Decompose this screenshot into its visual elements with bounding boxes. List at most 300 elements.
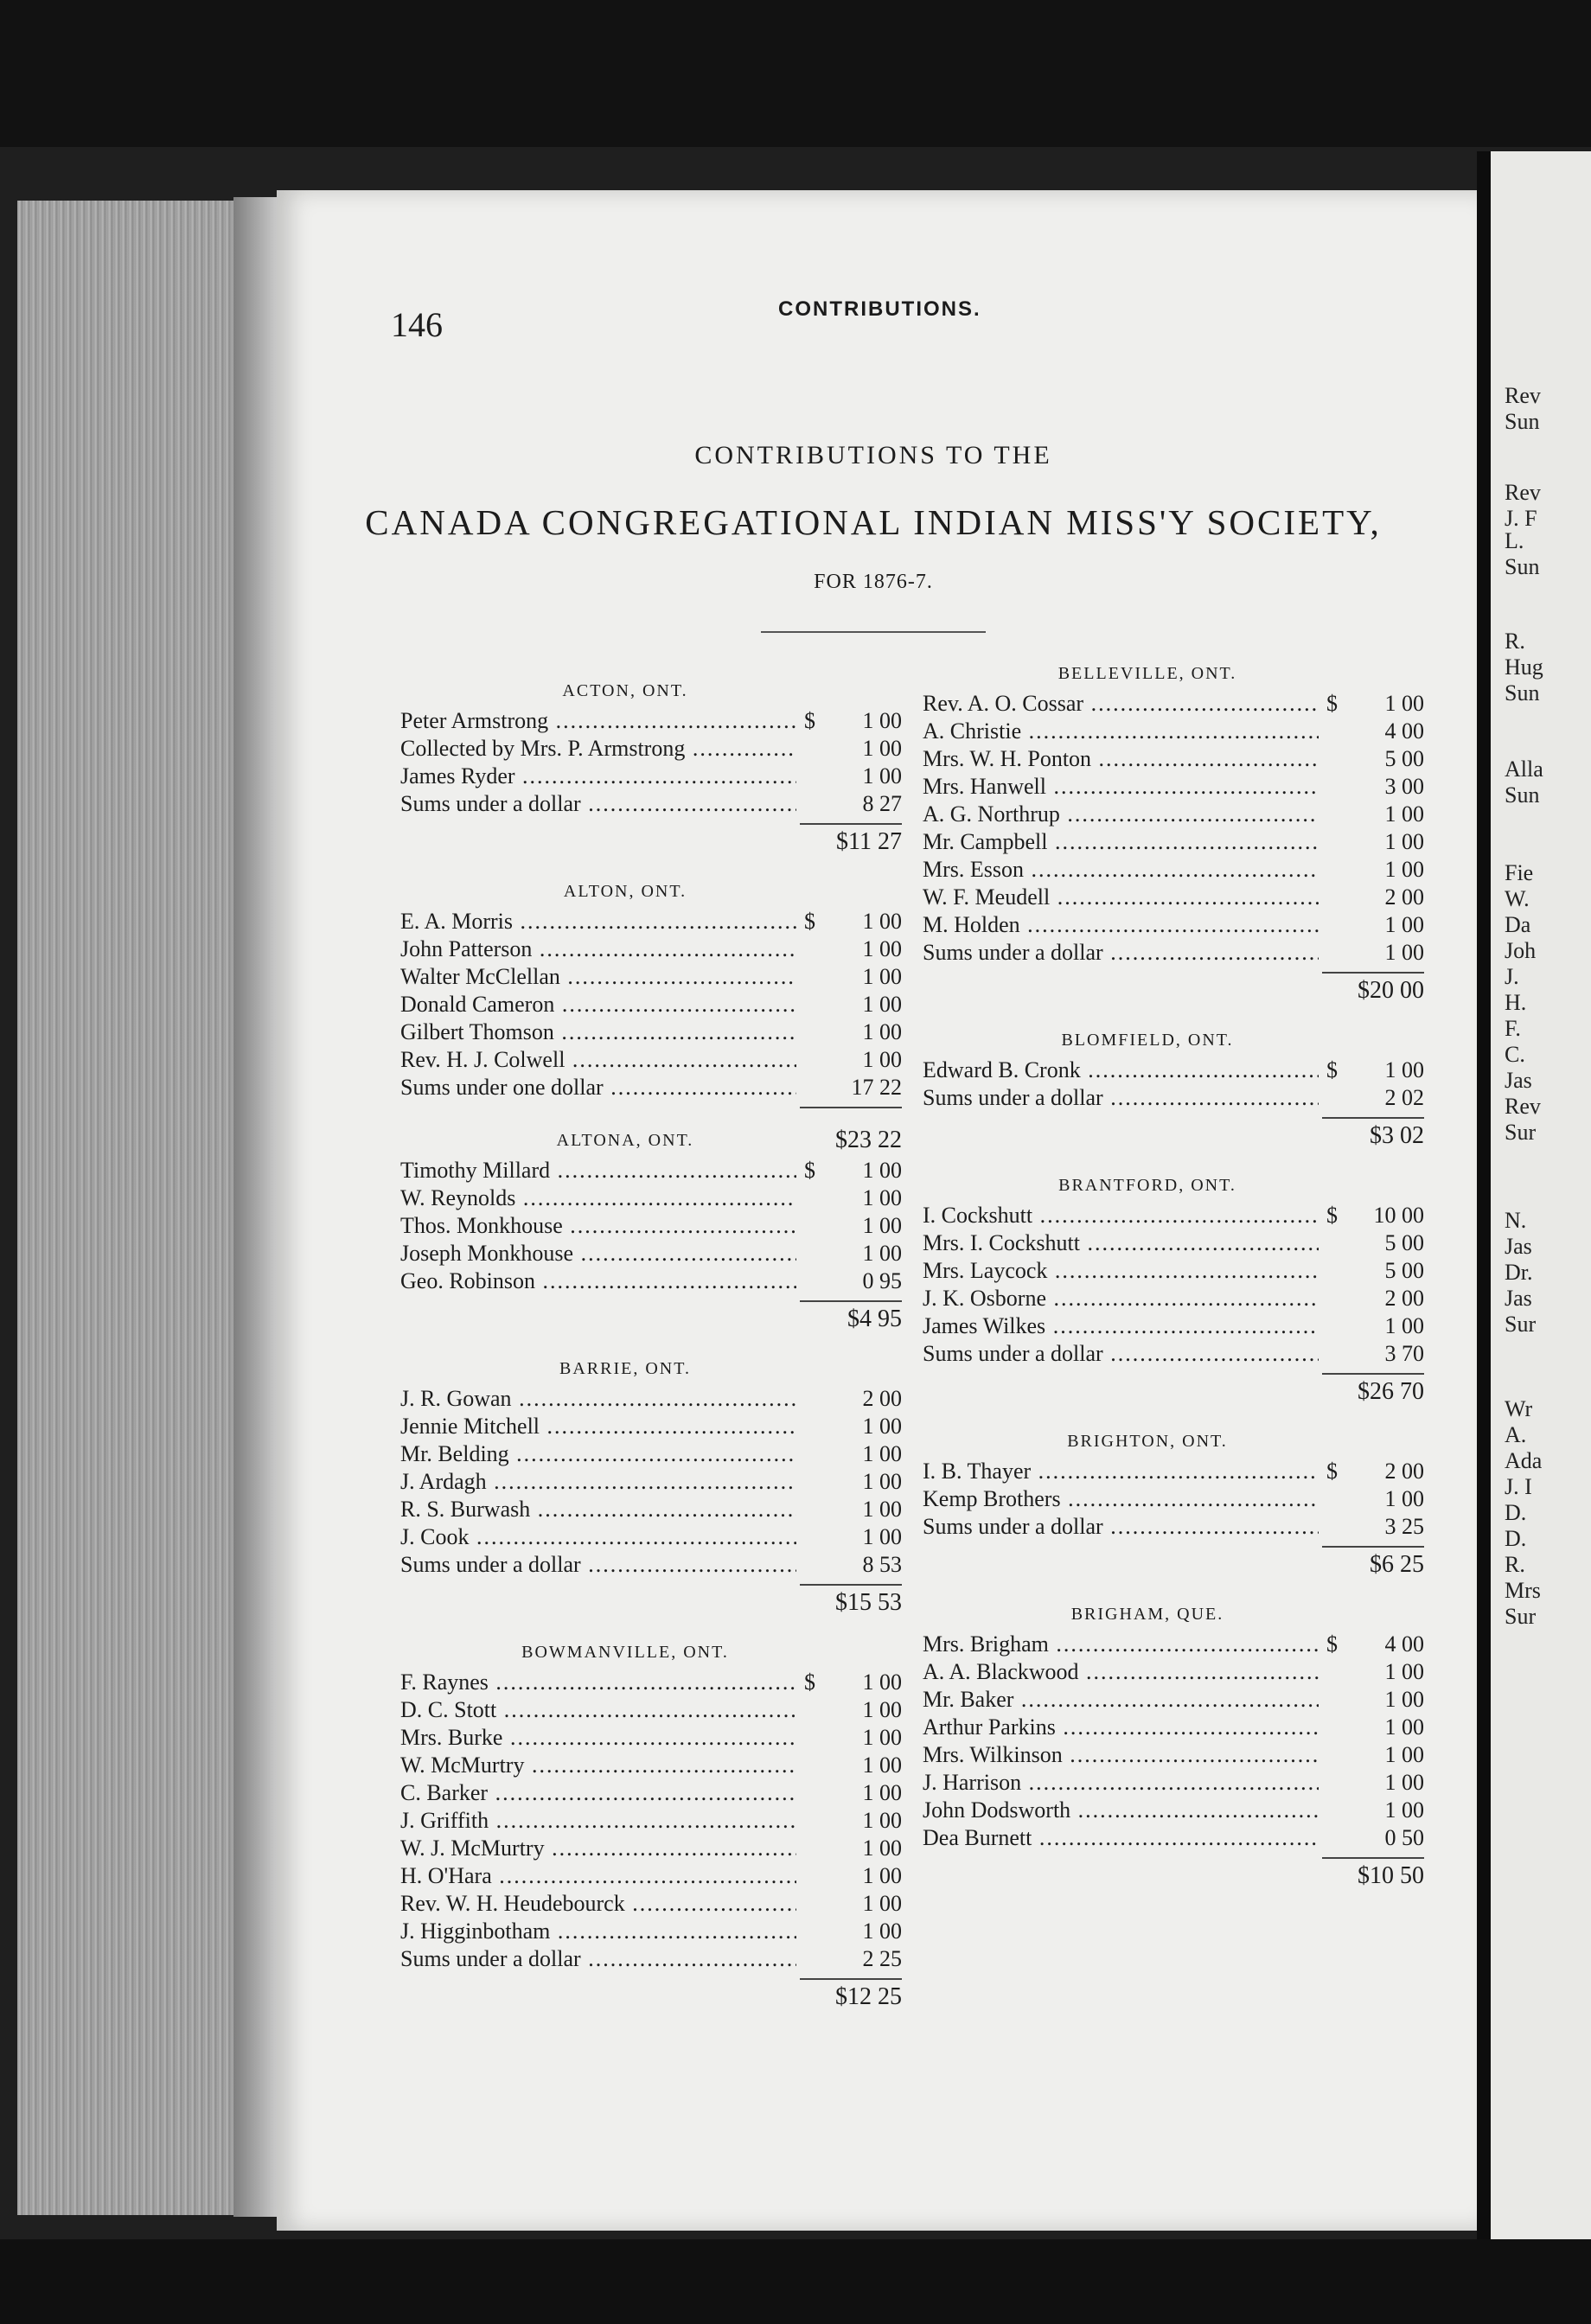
contribution-amount: 1 00 [862, 1753, 902, 1778]
dollar-sign [1319, 856, 1338, 884]
contribution-entry [400, 1046, 902, 1074]
dollar-sign: $ [1326, 1203, 1338, 1228]
contribution-entry [400, 1240, 902, 1267]
dollar-sign [1319, 1741, 1338, 1769]
contribution-amount: 1 00 [1384, 1486, 1424, 1511]
dollar-sign [1319, 718, 1338, 745]
facing-page-text-fragment: Wr [1505, 1396, 1533, 1421]
contributor-name: Mrs. W. H. Ponton ..... [923, 745, 1319, 773]
contribution-amount: 1 00 [1384, 1313, 1424, 1338]
contribution-entry [923, 1769, 1424, 1797]
title-line-2: CANADA CONGREGATIONAL INDIAN MISS'Y SOCIETY, [365, 502, 1382, 542]
contribution-entry [400, 1157, 902, 1184]
dollar-sign: $ [1326, 1459, 1338, 1484]
section-total: $10 50 [1358, 1862, 1424, 1889]
section-heading: BELLEVILLE, ONT. [1057, 664, 1237, 683]
contribution-amount: 5 00 [1384, 1230, 1424, 1255]
contribution-entry [923, 1257, 1424, 1285]
contribution-amount: 1 00 [1384, 1742, 1424, 1767]
facing-page-text-fragment: Dr. [1505, 1260, 1533, 1285]
contributor-name: John Dodsworth ..... [923, 1797, 1319, 1824]
facing-page-text-fragment: R. [1505, 629, 1525, 654]
section-total: $15 53 [835, 1589, 902, 1616]
contribution-amount: 1 00 [862, 1725, 902, 1750]
contribution-entry [400, 1413, 902, 1440]
contributor-name: A. Christie ..... [923, 718, 1319, 745]
contribution-entry [400, 1696, 902, 1724]
contribution-amount: 3 00 [1384, 774, 1424, 799]
dollar-sign: $ [1326, 1057, 1338, 1082]
section-heading: BOWMANVILLE, ONT. [521, 1643, 729, 1662]
contributor-name: D. C. Stott ..... [400, 1696, 796, 1724]
section-total: $26 70 [1358, 1378, 1424, 1405]
contribution-entry [400, 1496, 902, 1523]
running-head: CONTRIBUTIONS. [778, 297, 981, 321]
dollar-sign [1319, 939, 1338, 967]
dollar-sign [1319, 1824, 1338, 1852]
contribution-entry [400, 1551, 902, 1579]
facing-page-text-fragment: J. F [1505, 506, 1537, 531]
contribution-amount: 1 00 [862, 1891, 902, 1916]
facing-page-text-fragment: R. [1505, 1552, 1525, 1577]
contribution-amount: 1 00 [862, 1158, 902, 1183]
title-line-1: CONTRIBUTIONS TO THE [694, 441, 1052, 469]
facing-page-text-fragment: Rev [1505, 480, 1541, 505]
contributor-name: A. A. Blackwood ..... [923, 1658, 1319, 1686]
facing-page-text-fragment: H. [1505, 990, 1527, 1015]
page-number: 146 [391, 305, 443, 344]
section-total: $12 25 [835, 1983, 902, 2010]
contribution-entry [923, 1714, 1424, 1741]
contribution-section [400, 1636, 902, 2030]
contribution-amount: 1 00 [862, 1808, 902, 1833]
contribution-section [923, 1425, 1424, 1598]
dollar-sign [1319, 1229, 1338, 1257]
contributor-name: J. Cook ..... [400, 1523, 796, 1551]
facing-page-text-fragment: Sun [1505, 782, 1540, 808]
contributor-name: Mr. Campbell ..... [923, 828, 1319, 856]
contribution-entry [923, 718, 1424, 745]
contribution-amount: 1 00 [862, 1524, 902, 1549]
contribution-entry [923, 1485, 1424, 1513]
contribution-entry [923, 1797, 1424, 1824]
section-heading: BRIGHAM, QUE. [1070, 1605, 1224, 1624]
dollar-sign [796, 1240, 815, 1267]
contribution-entry [923, 1057, 1424, 1084]
contribution-entry [400, 707, 902, 735]
contributor-name: Sums under a dollar ..... [923, 1084, 1319, 1112]
facing-page-text-fragment: L. [1505, 528, 1524, 553]
dollar-sign: $ [804, 1158, 815, 1183]
contribution-entry [400, 1779, 902, 1807]
contributor-name: Mr. Belding ..... [400, 1440, 796, 1468]
contribution-entry [400, 1468, 902, 1496]
dollar-sign [1319, 1485, 1338, 1513]
contribution-entry [923, 1312, 1424, 1340]
contribution-entry [923, 1824, 1424, 1852]
title-line-3: FOR 1876-7. [814, 571, 933, 593]
contribution-amount: 1 00 [1384, 912, 1424, 937]
contribution-amount: 1 00 [862, 736, 902, 761]
contribution-entry [923, 1741, 1424, 1769]
contribution-entry [400, 1807, 902, 1835]
dollar-sign: $ [804, 708, 815, 733]
contributor-name: C. Barker ..... [400, 1779, 796, 1807]
contributor-name: Gilbert Thomson ..... [400, 1018, 796, 1046]
facing-page-text-fragment: Jas [1505, 1068, 1532, 1093]
contributor-name: Mrs. Esson ..... [923, 856, 1319, 884]
contribution-amount: 1 00 [862, 992, 902, 1017]
contribution-entry [400, 963, 902, 991]
contribution-amount: 0 50 [1384, 1825, 1424, 1850]
dollar-sign [1319, 1513, 1338, 1541]
dollar-sign [796, 1918, 815, 1945]
contribution-entry [400, 1669, 902, 1696]
contributor-name: Kemp Brothers ..... [923, 1485, 1319, 1513]
contributor-name: Sums under a dollar ..... [400, 790, 796, 818]
contribution-amount: 8 27 [862, 791, 902, 816]
contributor-name: Rev. W. H. Heudebourck ..... [400, 1890, 796, 1918]
contribution-amount: 1 00 [862, 1670, 902, 1695]
contributor-name: Mrs. I. Cockshutt ..... [923, 1229, 1319, 1257]
contributor-name: Mrs. Brigham ..... [923, 1631, 1319, 1658]
facing-page-text-fragment: Sun [1505, 554, 1540, 579]
facing-page-text-fragment: Sur [1505, 1604, 1537, 1629]
dollar-sign [796, 1945, 815, 1973]
contribution-entry [400, 1018, 902, 1046]
dollar-sign [796, 1696, 815, 1724]
contribution-entry [923, 1084, 1424, 1112]
contribution-amount: 3 25 [1384, 1514, 1424, 1539]
dollar-sign [796, 1835, 815, 1862]
contribution-amount: 1 00 [862, 1497, 902, 1522]
facing-page-text-fragment: Hug [1505, 654, 1543, 680]
contribution-entry [400, 1523, 902, 1551]
facing-page-text-fragment: Da [1505, 912, 1531, 937]
contribution-amount: 1 00 [862, 1863, 902, 1888]
facing-page-text-fragment: C. [1505, 1042, 1525, 1067]
contribution-entry [923, 856, 1424, 884]
contribution-entry [400, 1835, 902, 1862]
dollar-sign [796, 1862, 815, 1890]
contribution-section [400, 1124, 902, 1352]
dollar-sign [796, 1018, 815, 1046]
dollar-sign [1319, 801, 1338, 828]
dollar-sign: $ [804, 909, 815, 934]
contribution-amount: 2 00 [862, 1386, 902, 1411]
contributor-name: Mr. Baker ..... [923, 1686, 1319, 1714]
dollar-sign [796, 1779, 815, 1807]
contribution-section [923, 1169, 1424, 1425]
contribution-entry [400, 1862, 902, 1890]
section-heading: BARRIE, ONT. [559, 1359, 691, 1378]
contribution-amount: 1 00 [862, 936, 902, 961]
scan-background-bottom [0, 2239, 1591, 2324]
contribution-entry [400, 1918, 902, 1945]
dollar-sign [1319, 828, 1338, 856]
section-heading: BRANTFORD, ONT. [1058, 1176, 1236, 1195]
contribution-amount: 2 00 [1384, 884, 1424, 910]
dollar-sign [796, 1496, 815, 1523]
contributor-name: W. J. McMurtry ..... [400, 1835, 796, 1862]
contribution-entry [923, 745, 1424, 773]
contributor-name: I. B. Thayer ..... [923, 1458, 1319, 1485]
contributor-name: Collected by Mrs. P. Armstrong ..... [400, 735, 796, 763]
contributor-name: Geo. Robinson ..... [400, 1267, 796, 1295]
facing-page-text-fragment: Fie [1505, 860, 1534, 885]
contributor-name: Walter McClellan ..... [400, 963, 796, 991]
facing-page-fragment [1491, 151, 1591, 2239]
facing-page-text-fragment: Rev [1505, 383, 1541, 408]
dollar-sign [796, 991, 815, 1018]
contribution-amount: 0 95 [862, 1268, 902, 1293]
contribution-amount: 1 00 [1384, 691, 1424, 716]
contribution-amount: 1 00 [862, 708, 902, 733]
dollar-sign [796, 1807, 815, 1835]
section-heading: BLOMFIELD, ONT. [1061, 1031, 1234, 1050]
contributor-name: Sums under a dollar ..... [400, 1945, 796, 1973]
contribution-amount: 4 00 [1384, 1631, 1424, 1657]
dollar-sign [796, 1413, 815, 1440]
contribution-amount: 1 00 [1384, 1057, 1424, 1082]
section-total: $6 25 [1370, 1551, 1424, 1578]
contributor-name: J. K. Osborne ..... [923, 1285, 1319, 1312]
dollar-sign [1319, 745, 1338, 773]
contributor-name: James Wilkes ..... [923, 1312, 1319, 1340]
book-page [277, 190, 1479, 2231]
facing-page-text-fragment: Ada [1505, 1448, 1543, 1473]
contributor-name: Sums under a dollar ..... [923, 1513, 1319, 1541]
contributor-name: John Patterson ..... [400, 935, 796, 963]
dollar-sign [796, 763, 815, 790]
scan-background-top [0, 0, 1591, 147]
contribution-amount: 1 00 [1384, 857, 1424, 882]
facing-page-text-fragment: D. [1505, 1526, 1527, 1551]
contribution-amount: 1 00 [862, 1780, 902, 1805]
contributor-name: Jennie Mitchell ..... [400, 1413, 796, 1440]
contribution-amount: 1 00 [862, 1414, 902, 1439]
dollar-sign [796, 735, 815, 763]
facing-page-text-fragment: Jas [1505, 1234, 1532, 1259]
facing-page-text-fragment: D. [1505, 1500, 1527, 1525]
contribution-amount: 1 00 [862, 909, 902, 934]
facing-page-text-fragment: J. I [1505, 1474, 1532, 1499]
contribution-amount: 1 00 [1384, 801, 1424, 827]
previous-section-total: $23 22 [835, 1127, 902, 1153]
book-spine-shadow [233, 197, 277, 2217]
contributor-name: J. Griffith ..... [400, 1807, 796, 1835]
contribution-amount: 1 00 [1384, 1714, 1424, 1740]
contribution-entry [923, 1229, 1424, 1257]
dollar-sign [1319, 911, 1338, 939]
contribution-entry [923, 911, 1424, 939]
contribution-section [400, 1352, 902, 1636]
title-divider [761, 631, 986, 633]
contribution-entry [923, 1631, 1424, 1658]
contributor-name: Sums under one dollar ..... [400, 1074, 796, 1101]
contributor-name: E. A. Morris ..... [400, 908, 796, 935]
facing-page-text-fragment: Sun [1505, 409, 1540, 434]
contribution-amount: 1 00 [1384, 940, 1424, 965]
contribution-amount: 1 00 [862, 1047, 902, 1072]
facing-page-text-fragment: Rev [1505, 1094, 1541, 1119]
dollar-sign [1319, 1312, 1338, 1340]
facing-page-text-fragment: J. [1505, 964, 1519, 989]
dollar-sign [796, 1523, 815, 1551]
contributor-name: W. F. Meudell ..... [923, 884, 1319, 911]
contribution-amount: 1 00 [862, 1441, 902, 1466]
dollar-sign: $ [804, 1670, 815, 1695]
dollar-sign [796, 1551, 815, 1579]
contribution-entry [400, 1440, 902, 1468]
contribution-entry [400, 1267, 902, 1295]
contribution-amount: 1 00 [862, 1241, 902, 1266]
dollar-sign [796, 1468, 815, 1496]
contribution-amount: 3 70 [1384, 1341, 1424, 1366]
contributor-name: Mrs. Burke ..... [400, 1724, 796, 1752]
facing-page-text-fragment: Sur [1505, 1120, 1537, 1145]
left-column [400, 674, 902, 2030]
contribution-entry [400, 1074, 902, 1101]
contribution-amount: 1 00 [862, 1836, 902, 1861]
contribution-entry [400, 1724, 902, 1752]
contribution-entry [400, 1752, 902, 1779]
contribution-amount: 1 00 [862, 763, 902, 788]
contributor-name: Rev. A. O. Cossar ..... [923, 690, 1319, 718]
contribution-entry [400, 1890, 902, 1918]
contribution-entry [400, 991, 902, 1018]
contributor-name: W. Reynolds ..... [400, 1184, 796, 1212]
contributor-name: Sums under a dollar ..... [923, 1340, 1319, 1368]
contributor-name: Mrs. Wilkinson ..... [923, 1741, 1319, 1769]
contribution-entry [400, 908, 902, 935]
dollar-sign [796, 963, 815, 991]
contributor-name: R. S. Burwash ..... [400, 1496, 796, 1523]
contribution-entry [400, 1212, 902, 1240]
contribution-section [400, 875, 902, 1124]
contribution-amount: 1 00 [1384, 1797, 1424, 1823]
contribution-amount: 1 00 [862, 964, 902, 989]
facing-page-text-fragment: N. [1505, 1208, 1527, 1233]
contribution-amount: 1 00 [862, 1697, 902, 1722]
contributor-name: A. G. Northrup ..... [923, 801, 1319, 828]
contribution-entry [400, 1385, 902, 1413]
section-total: $4 95 [847, 1306, 902, 1332]
contributor-name: Dea Burnett ..... [923, 1824, 1319, 1852]
dollar-sign [796, 1440, 815, 1468]
contributor-name: F. Raynes ..... [400, 1669, 796, 1696]
contributor-name: W. McMurtry ..... [400, 1752, 796, 1779]
contribution-amount: 4 00 [1384, 718, 1424, 744]
facing-page-text-fragment: A. [1505, 1422, 1527, 1447]
contributor-name: Joseph Monkhouse ..... [400, 1240, 796, 1267]
dollar-sign [1319, 1769, 1338, 1797]
section-heading: BRIGHTON, ONT. [1067, 1432, 1228, 1451]
dollar-sign [1319, 1797, 1338, 1824]
contribution-amount: 1 00 [862, 1019, 902, 1044]
contribution-amount: 2 00 [1384, 1286, 1424, 1311]
dollar-sign [1319, 1084, 1338, 1112]
contribution-amount: 5 00 [1384, 746, 1424, 771]
contribution-amount: 1 00 [1384, 1659, 1424, 1684]
section-heading: ALTONA, ONT. [556, 1131, 694, 1150]
contribution-entry [400, 1184, 902, 1212]
dollar-sign [796, 935, 815, 963]
contribution-amount: 1 00 [1384, 1770, 1424, 1795]
contributor-name: James Ryder ..... [400, 763, 796, 790]
contribution-entry [400, 735, 902, 763]
contribution-entry [923, 939, 1424, 967]
facing-page-text-fragment: Jas [1505, 1286, 1532, 1311]
contribution-amount: 1 00 [862, 1185, 902, 1210]
contribution-amount: 1 00 [1384, 829, 1424, 854]
dollar-sign [796, 1385, 815, 1413]
dollar-sign [1319, 773, 1338, 801]
contribution-amount: 1 00 [862, 1919, 902, 1944]
dollar-sign [1319, 1714, 1338, 1741]
contribution-amount: 2 25 [862, 1946, 902, 1971]
contributor-name: J. Higginbotham ..... [400, 1918, 796, 1945]
contributor-name: Donald Cameron ..... [400, 991, 796, 1018]
contributor-name: Mrs. Laycock ..... [923, 1257, 1319, 1285]
contribution-section [923, 657, 1424, 1024]
dollar-sign [796, 1890, 815, 1918]
facing-page-text-fragment: W. [1505, 886, 1530, 911]
dollar-sign [1319, 1340, 1338, 1368]
dollar-sign [796, 1184, 815, 1212]
dollar-sign [796, 1752, 815, 1779]
contribution-amount: 17 22 [851, 1075, 902, 1100]
section-heading: ACTON, ONT. [562, 681, 688, 700]
contribution-section [923, 1598, 1424, 1909]
contributor-name: Sums under a dollar ..... [923, 939, 1319, 967]
facing-page-text-fragment: Sur [1505, 1312, 1537, 1337]
dollar-sign [796, 1267, 815, 1295]
contributor-name: J. R. Gowan ..... [400, 1385, 796, 1413]
contribution-amount: 2 00 [1384, 1459, 1424, 1484]
contribution-section [400, 674, 902, 875]
contribution-entry [923, 690, 1424, 718]
contributor-name: J. Ardagh ..... [400, 1468, 796, 1496]
contribution-entry [400, 763, 902, 790]
page-gutter [1477, 151, 1491, 2239]
contribution-entry [923, 1658, 1424, 1686]
contribution-entry [923, 1513, 1424, 1541]
contribution-amount: 1 00 [862, 1213, 902, 1238]
dollar-sign [796, 790, 815, 818]
contributor-name: H. O'Hara ..... [400, 1862, 796, 1890]
dollar-sign: $ [1326, 1631, 1338, 1657]
facing-page-text-fragment: Sun [1505, 680, 1540, 706]
contribution-amount: 1 00 [1384, 1687, 1424, 1712]
dollar-sign [1319, 1658, 1338, 1686]
facing-page-text-fragment: F. [1505, 1016, 1521, 1041]
right-column [923, 657, 1424, 1909]
facing-page-text-fragment: Alla [1505, 757, 1543, 782]
contribution-entry [923, 828, 1424, 856]
contributor-name: Arthur Parkins ..... [923, 1714, 1319, 1741]
dollar-sign: $ [1326, 691, 1338, 716]
contribution-section [923, 1024, 1424, 1169]
contributor-name: Peter Armstrong ..... [400, 707, 796, 735]
contributor-name: Rev. H. J. Colwell ..... [400, 1046, 796, 1074]
contribution-amount: 10 00 [1373, 1203, 1424, 1228]
section-total: $20 00 [1358, 977, 1424, 1004]
facing-page-text-fragment: Joh [1505, 938, 1537, 963]
contribution-amount: 5 00 [1384, 1258, 1424, 1283]
contribution-entry [400, 935, 902, 963]
contributor-name: M. Holden ..... [923, 911, 1319, 939]
